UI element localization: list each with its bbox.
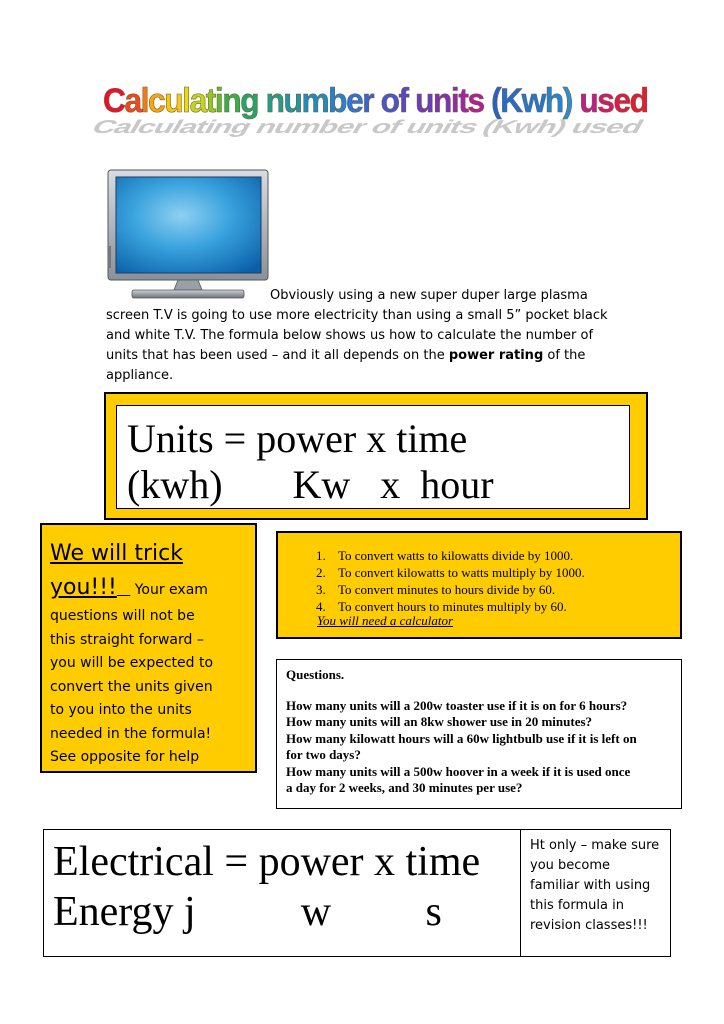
trick-body: this straight forward –	[50, 631, 204, 648]
question: a day for 2 weeks, and 30 minutes per use?	[286, 780, 523, 795]
power-rating-term: power rating	[448, 348, 544, 363]
trick-body: to you into the units	[50, 702, 192, 718]
ht-note	[530, 836, 666, 936]
title-letter: f	[398, 82, 408, 120]
title-letter: b	[328, 82, 347, 120]
question: How many units will an 8kw shower use in 20 minutes?	[286, 714, 593, 729]
title-letter: e	[613, 82, 630, 120]
title-letter: g	[240, 82, 259, 120]
question: for two days?	[286, 747, 361, 762]
title-letter: u	[579, 82, 598, 120]
intro-line: screen T.V is going to use more electricity than using a small 5” pocket black	[106, 308, 608, 323]
title-letter: n	[265, 82, 284, 120]
ht-note-line: you become	[530, 858, 611, 873]
list-item: 4. To convert hours to minutes multiply by 60.	[316, 599, 567, 614]
electrical-formula-line2: Energy j w s	[53, 889, 442, 935]
title-letter: m	[301, 82, 329, 120]
trick-heading: you!!!	[50, 575, 117, 600]
ht-note-line: this formula in	[530, 898, 624, 913]
title-letter: c	[148, 82, 165, 120]
intro-line: appliance.	[106, 368, 174, 383]
list-item: 1. To convert watts to kilowatts divide by 1000.	[316, 548, 574, 563]
title-letter: u	[415, 82, 434, 120]
intro-line: units that has been used – and it all depends on the	[106, 348, 449, 363]
title-letter: n	[222, 82, 241, 120]
trick-body: you will be expected to	[50, 655, 214, 671]
units-formula-line2: (kwh) Kw x hour	[127, 462, 494, 507]
title-letter: s	[597, 82, 614, 120]
title-letter: a	[124, 82, 141, 120]
units-formula-inner	[116, 405, 630, 509]
calculator-note: You will need a calculator	[317, 613, 454, 628]
question: How many kilowatt hours will a 60w lightbulb use if it is left on	[286, 730, 637, 746]
title-letter: d	[629, 82, 648, 120]
title-letter: i	[214, 82, 223, 120]
title-letter	[373, 82, 380, 120]
title-letter: h	[544, 82, 563, 120]
trick-body: Your exam	[130, 582, 208, 598]
trick-text	[50, 537, 255, 770]
units-formula-line1: Units = power x time	[127, 416, 468, 461]
electrical-formula-line1: Electrical = power x time	[53, 839, 481, 885]
intro-paragraph	[106, 286, 626, 386]
question: How many units will a 500w hoover in a week if it is used once	[286, 763, 631, 779]
intro-line: and white T.V. The formula below shows us how to calculate the number of	[106, 328, 594, 343]
title-letter: r	[362, 82, 374, 120]
title-letter: l	[182, 82, 190, 120]
ht-note-line: revision classes!!!	[530, 918, 648, 933]
title-letter	[408, 82, 415, 120]
intro-line: Obviously using a new super duper large plasma	[270, 288, 588, 303]
list-item: 2. To convert kilowatts to watts multiply by 1000.	[316, 565, 585, 580]
table-divider	[520, 829, 521, 957]
title-letter: e	[346, 82, 363, 120]
title-letter: K	[500, 82, 522, 120]
question: How many units will a 200w toaster use if it is on for 6 hours?	[286, 697, 628, 713]
title-letter: l	[140, 82, 149, 120]
trick-body: needed in the formula!	[50, 725, 212, 742]
ht-note-line: Ht only – make sure	[530, 838, 660, 853]
title-letter: o	[380, 82, 399, 120]
trick-body: See opposite for help	[50, 749, 200, 765]
title-letter: i	[450, 82, 459, 120]
title-letter: u	[164, 82, 183, 120]
title-letter: C	[103, 82, 125, 120]
conversions-list	[316, 547, 585, 615]
questions-heading: Questions.	[286, 667, 345, 682]
ht-note-line: familiar with using	[530, 878, 651, 893]
title-letter: t	[205, 82, 215, 120]
title-letter: )	[562, 82, 572, 120]
title-letter: u	[283, 82, 302, 120]
title-letter: n	[433, 82, 451, 120]
list-item: 3. To convert minutes to hours divide by 60.	[316, 582, 556, 597]
title-letter: s	[467, 82, 484, 120]
title-letter: (	[491, 82, 501, 120]
title-shadow: Calculating number of units (Kwh) used	[87, 116, 648, 137]
title-letter: t	[458, 82, 468, 120]
trick-body: convert the units given	[50, 678, 213, 695]
title-letter: a	[189, 82, 206, 120]
questions-text	[286, 667, 676, 797]
page-title	[103, 82, 648, 121]
title-letter: w	[521, 82, 545, 120]
trick-heading: We will trick	[50, 541, 183, 566]
intro-line: of the	[543, 348, 586, 363]
trick-body: questions will not be	[50, 608, 195, 624]
title-letter	[258, 82, 265, 120]
